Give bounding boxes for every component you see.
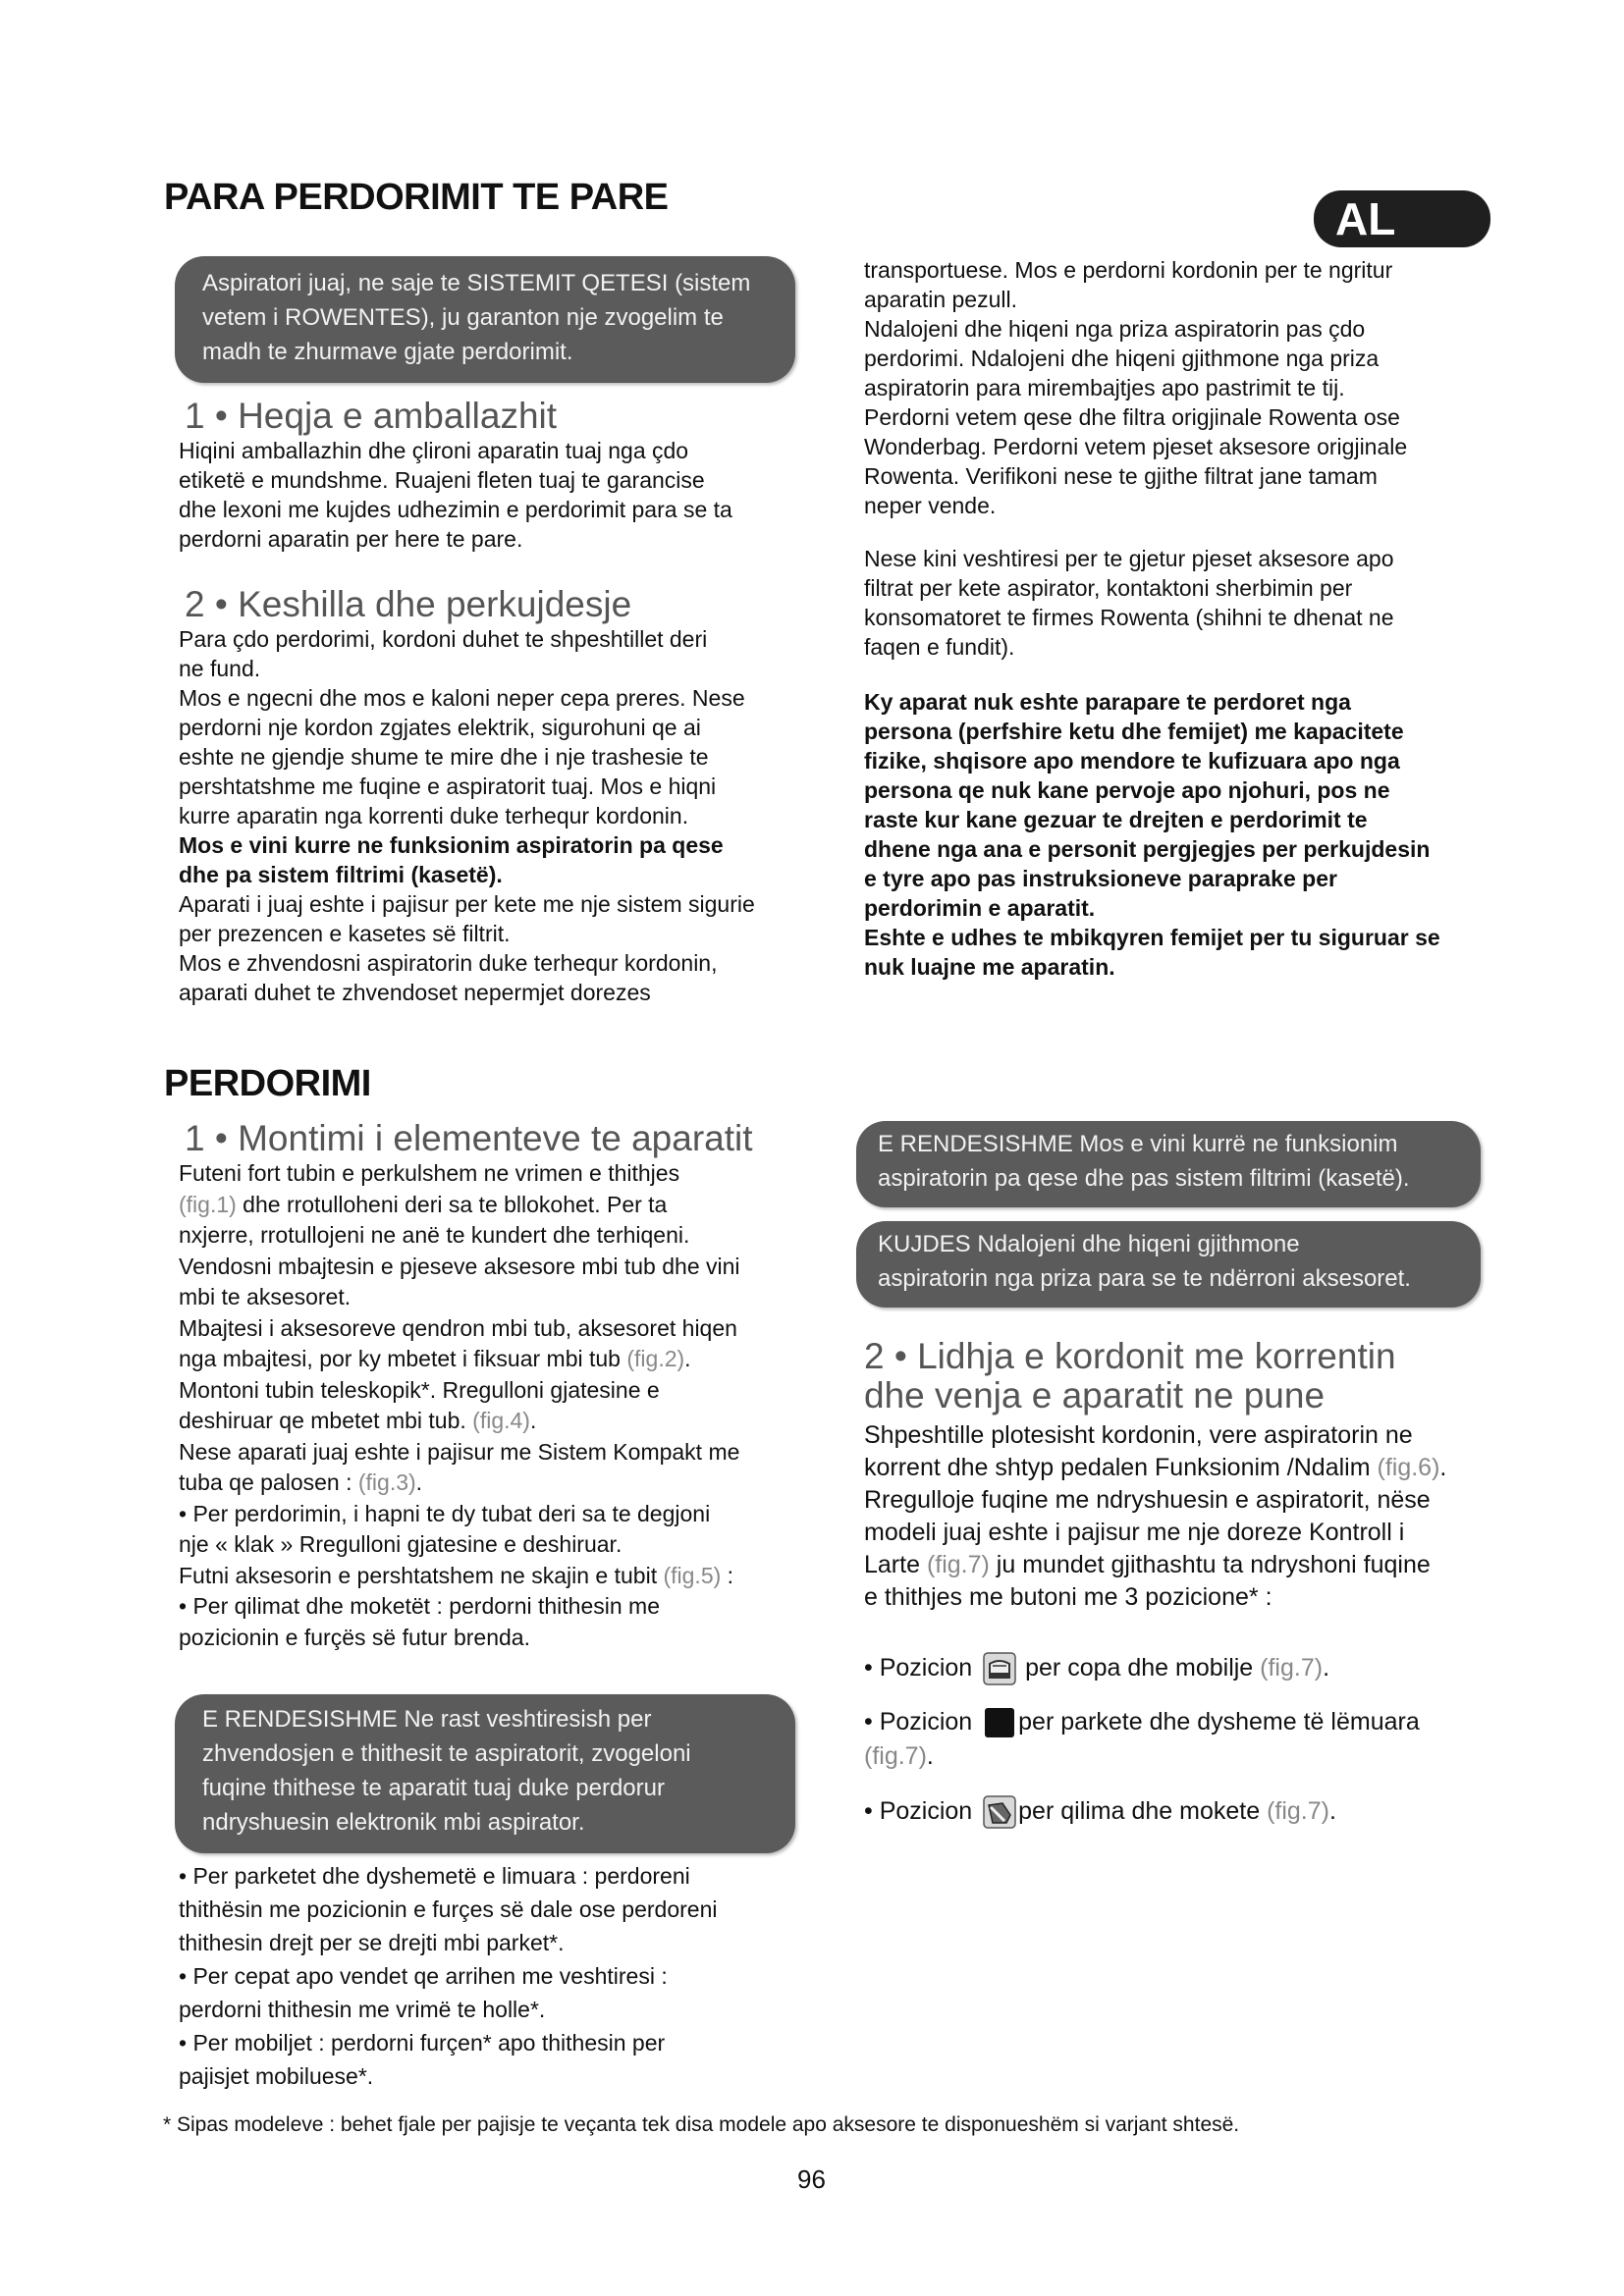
text-line: Montoni tubin teleskopik*. Rregulloni gjatesine e <box>179 1376 660 1403</box>
text-line: Mos e ngecni dhe mos e kaloni neper cepa preres. Nese <box>179 685 745 711</box>
callout-line: E RENDESISHME Mos e vini kurrë ne funksionim <box>878 1131 1398 1157</box>
subheading-line: 2 • Lidhja e kordonit me korrentin <box>864 1336 1396 1376</box>
text-line: Nese kini veshtiresi per te gjetur pjeset aksesore apo <box>864 546 1394 571</box>
text-line: Perdorni vetem qese dhe filtra origjinale Rowenta ose <box>864 404 1400 430</box>
callout-line: Aspiratori juaj, ne saje te SISTEMIT QETESI (sistem <box>202 270 751 296</box>
spacer <box>864 662 1492 687</box>
text-line: tuba qe palosen : (fig.3). <box>179 1469 423 1495</box>
text-line: pajisjet mobiluese*. <box>179 2063 374 2089</box>
floor-usage-text <box>179 1859 807 2093</box>
text-line: faqen e fundit). <box>864 634 1015 660</box>
position-item: • Pozicion per parkete dhe dysheme të lëmuara (fig.7). <box>864 1708 1420 1771</box>
text-line: pershtatshme me fuqine e aspiratorit tuaj. Mos e hiqni <box>179 774 717 799</box>
safety-line: fizike, shqisore apo mendore te kufizuara apo nga <box>864 748 1400 774</box>
subheading-unpacking: 1 • Heqja e amballazhit <box>185 396 558 436</box>
text-line: dhe lexoni me kujdes udhezimin e perdorimit para se ta <box>179 497 732 522</box>
caution-unplug-callout <box>856 1221 1481 1308</box>
text-line: Mbajtesi i aksesoreve qendron mbi tub, aksesoret hiqen <box>179 1314 737 1341</box>
figure-ref: (fig.7) <box>864 1742 927 1771</box>
section-title-before-first-use: PARA PERDORIMIT TE PARE <box>164 177 669 218</box>
callout-line: madh te zhurmave gjate perdorimit. <box>202 339 573 365</box>
text-line: (fig.1) dhe rrotulloheni deri sa te bllokohet. Per ta <box>179 1191 668 1217</box>
text-line: perdorni thithesin me vrimë te holle*. <box>179 1997 546 2022</box>
text-line: neper vende. <box>864 493 997 518</box>
text-line: nga mbajtesi, por ky mbetet i fiksuar mbi tub (fig.2). <box>179 1346 691 1371</box>
right-column-text <box>864 255 1492 982</box>
safety-line: Ky aparat nuk eshte parapare te perdoret nga <box>864 689 1351 715</box>
text-line: • Per perdorimin, i hapni te dy tubat deri sa te degjoni <box>179 1500 711 1526</box>
text-line: Rowenta. Verifikoni nese te gjithe filtrat jane tamam <box>864 463 1378 489</box>
important-nozzle-callout <box>175 1694 795 1853</box>
callout-line: zhvendosjen e thithesit te aspiratorit, zvogeloni <box>202 1740 691 1767</box>
callout-line: fuqine thithese te aparatit tuaj duke perdorur <box>202 1775 665 1801</box>
callout-line: aspiratorin pa qese dhe pas sistem filtrimi (kasetë). <box>878 1165 1410 1192</box>
subheading-line: dhe venja e aparatit ne pune <box>864 1375 1326 1415</box>
text-line: eshte ne gjendje shume te mire dhe i nje trashesie te <box>179 744 709 770</box>
unpacking-text <box>179 436 807 554</box>
text-line: • Per qilimat dhe moketët : perdorni thithesin me <box>179 1593 661 1619</box>
text-line: • Per mobiljet : perdorni furçen* apo thithesin per <box>179 2030 666 2056</box>
text-line: perdorni nje kordon zgjates elektrik, sigurohuni qe ai <box>179 715 701 740</box>
safety-line: Eshte e udhes te mbikqyren femijet per tu siguruar se <box>864 925 1440 950</box>
text-line: Futeni fort tubin e perkulshem ne vrimen e thithjes <box>179 1160 680 1186</box>
text-line: etiketë e mundshme. Ruajeni fleten tuaj te garancise <box>179 467 705 493</box>
text-line: Vendosni mbajtesin e pjeseve aksesore mbi tub dhe vini <box>179 1253 740 1279</box>
footnote: * Sipas modeleve : behet fjale per pajisje te veçanta tek disa modele apo aksesore te disponueshëm si varjant shtesë. <box>163 2113 1240 2136</box>
figure-ref: (fig.5) <box>663 1562 722 1588</box>
text-line: deshiruar qe mbetet mbi tub. (fig.4). <box>179 1408 537 1433</box>
text-line: Rregulloje fuqine me ndryshuesin e aspiratorit, nëse <box>864 1486 1431 1514</box>
safety-line: e tyre apo pas instruksioneve paraprake per <box>864 866 1337 891</box>
text-line: Ndalojeni dhe hiqeni nga priza aspiratorin pas çdo <box>864 316 1366 342</box>
safety-line: dhene nga ana e personit pergjegjes per perkujdesin <box>864 836 1431 862</box>
position-description: per qilima dhe mokete <box>1018 1797 1268 1825</box>
callout-line: KUJDES Ndalojeni dhe hiqeni gjithmone <box>878 1231 1300 1257</box>
figure-ref: (fig.3) <box>357 1469 416 1495</box>
text-line: thithesin drejt per se drejti mbi parket*. <box>179 1930 565 1955</box>
figure-ref: (fig.1) <box>179 1191 237 1217</box>
text-line: Mos e zhvendosni aspiratorin duke terhequr kordonin, <box>179 950 718 976</box>
text-line: ne fund. <box>179 656 261 681</box>
subheading-advice-care: 2 • Keshilla dhe perkujdesje <box>185 584 632 624</box>
text-line: Futni aksesorin e pershtatshem ne skajin e tubit (fig.5) : <box>179 1562 734 1588</box>
carpet-icon <box>983 1795 1016 1829</box>
text-line: Aparati i juaj eshte i pajisur per kete me nje sistem sigurie <box>179 891 755 917</box>
text-line: • Per parketet dhe dyshemetë e limuara : perdoreni <box>179 1863 690 1889</box>
text-line: Wonderbag. Perdorni vetem pjeset aksesore origjinale <box>864 434 1408 459</box>
position-item: • Pozicion per copa dhe mobilje (fig.7). <box>864 1651 1492 1685</box>
text-line: • Per cepat apo vendet qe arrihen me veshtiresi : <box>179 1963 668 1989</box>
callout-line: ndryshuesin elektronik mbi aspirator. <box>202 1809 585 1836</box>
position-label: • Pozicion <box>864 1654 973 1682</box>
text-line: pozicionin e furçës së futur brenda. <box>179 1624 530 1650</box>
text-line: modeli juaj eshte i pajisur me nje doreze Kontroll i <box>864 1519 1405 1546</box>
subheading-cord-connection <box>864 1337 1396 1415</box>
silence-system-callout <box>175 256 795 383</box>
text-line: nje « klak » Rregulloni gjatesine e deshiruar. <box>179 1531 623 1557</box>
text-line: filtrat per kete aspirator, kontaktoni sherbimin per <box>864 575 1353 601</box>
safety-line: perdorimin e aparatit. <box>864 895 1096 921</box>
advice-text <box>179 624 807 1007</box>
section-title-usage: PERDORIMI <box>164 1063 371 1104</box>
text-line: transportuese. Mos e perdorni kordonin per te ngritur <box>864 257 1393 283</box>
figure-ref: (fig.6) <box>1377 1454 1440 1481</box>
warning-line: dhe pa sistem filtrimi (kasetë). <box>179 862 503 887</box>
text-line: perdorimi. Ndalojeni dhe hiqeni gjithmone nga priza <box>864 346 1380 371</box>
text-line: nxjerre, rrotullojeni ne anë te kundert dhe terhiqeni. <box>179 1222 690 1248</box>
text-line: Para çdo perdorimi, kordoni duhet te shpeshtillet deri <box>179 626 708 652</box>
text-line: per prezencen e kasetes së filtrit. <box>179 921 511 946</box>
safety-line: persona (perfshire ketu dhe femijet) me kapacitete <box>864 719 1404 744</box>
text-line: Nese aparati juaj eshte i pajisur me Sistem Kompakt me <box>179 1438 740 1465</box>
figure-ref: (fig.7) <box>1260 1654 1324 1682</box>
language-badge: AL <box>1314 190 1490 247</box>
safety-line: raste kur kane gezuar te drejten e perdorimit te <box>864 807 1368 832</box>
text-line: Shpeshtille plotesisht kordonin, vere aspiratorin ne <box>864 1421 1413 1449</box>
parquet-icon <box>983 1706 1016 1739</box>
text-line: mbi te aksesoret. <box>179 1284 352 1309</box>
warning-line: Mos e vini kurre ne funksionim aspiratorin pa qese <box>179 832 724 858</box>
furniture-icon <box>983 1652 1016 1685</box>
position-label: • Pozicion <box>864 1797 973 1825</box>
figure-ref: (fig.7) <box>1267 1797 1329 1825</box>
text-line: e thithjes me butoni me 3 pozicione* : <box>864 1583 1272 1611</box>
assembly-text <box>179 1158 807 1653</box>
figure-ref: (fig.2) <box>626 1346 685 1371</box>
safety-line: persona qe nuk kane pervoje apo njohuri, pos ne <box>864 777 1390 803</box>
position-description: per parkete dhe dysheme të lëmuara <box>1018 1708 1420 1735</box>
callout-line: aspiratorin nga priza para se te ndërroni aksesoret. <box>878 1265 1411 1292</box>
text-line: aparati duhet te zhvendoset nepermjet dorezes <box>179 980 651 1005</box>
text-line: aparatin pezull. <box>864 287 1017 312</box>
subheading-assembly: 1 • Montimi i elementeve te aparatit <box>185 1118 753 1158</box>
callout-line: E RENDESISHME Ne rast veshtiresish per <box>202 1706 652 1733</box>
safety-line: nuk luajne me aparatin. <box>864 954 1115 980</box>
callout-line: vetem i ROWENTES), ju garanton nje zvogelim te <box>202 304 724 331</box>
text-line: konsomatoret te firmes Rowenta (shihni te dhenat ne <box>864 605 1394 630</box>
page-number: 96 <box>797 2164 826 2194</box>
position-item: • Pozicion per qilima dhe mokete (fig.7). <box>864 1794 1492 1829</box>
text-line: perdorni aparatin per here te pare. <box>179 526 523 552</box>
cord-connection-text <box>864 1419 1492 1614</box>
text-line: Hiqini amballazhin dhe çlironi aparatin tuaj nga çdo <box>179 438 689 463</box>
important-filter-callout <box>856 1121 1481 1207</box>
text-line: aspiratorin para mirembajtjes apo pastrimit te tij. <box>864 375 1345 400</box>
text-line: korrent dhe shtyp pedalen Funksionim /Ndalim (fig.6). <box>864 1454 1447 1481</box>
position-label: • Pozicion <box>864 1708 973 1735</box>
text-line: Larte (fig.7) ju mundet gjithashtu ta ndryshoni fuqine <box>864 1551 1431 1578</box>
text-line: thithësin me pozicionin e furçes së dale ose perdoreni <box>179 1896 718 1922</box>
text-line: kurre aparatin nga korrenti duke terhequr kordonin. <box>179 803 689 828</box>
figure-ref: (fig.4) <box>472 1408 530 1433</box>
spacer <box>864 520 1492 544</box>
position-description: per copa dhe mobilje <box>1025 1654 1261 1682</box>
figure-ref: (fig.7) <box>926 1551 990 1578</box>
